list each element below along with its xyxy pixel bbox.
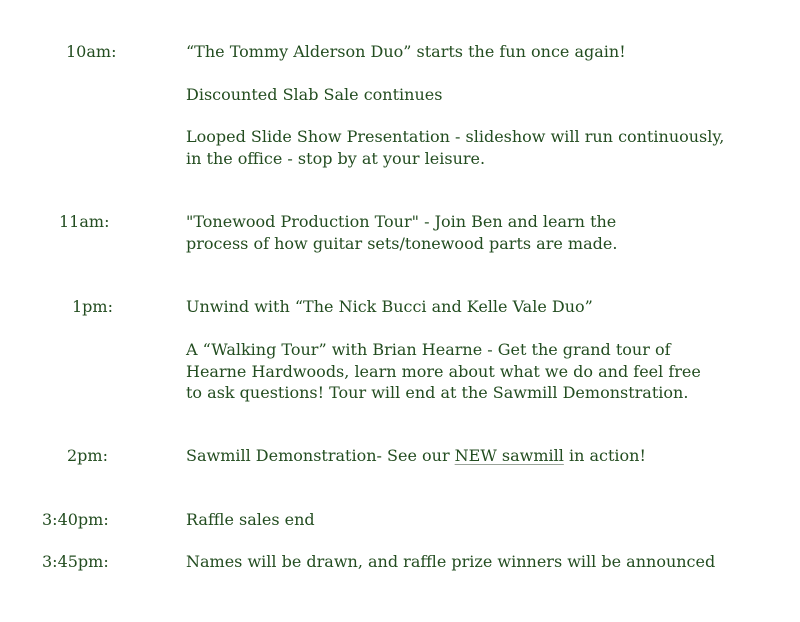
event-tonewood-tour [186, 211, 617, 254]
time-label-1pm: 1pm: [72, 297, 113, 316]
event-line: Hearne Hardwoods, learn more about what we do and feel free [186, 361, 701, 381]
time-label-10am: 10am: [66, 42, 117, 61]
event-nick-bucci-duo [186, 296, 593, 318]
event-walking-tour [186, 339, 701, 404]
event-slide-show [186, 126, 724, 169]
time-label-2pm: 2pm: [67, 446, 108, 465]
time-label-11am: 11am: [59, 212, 110, 231]
event-line: A “Walking Tour” with Brian Hearne - Get the grand tour of [186, 340, 671, 359]
event-line: Unwind with “The Nick Bucci and Kelle Vale Duo” [186, 297, 593, 316]
event-slab-sale [186, 84, 442, 106]
new-sawmill-link[interactable]: NEW sawmill [454, 446, 564, 465]
event-line: Names will be drawn, and raffle prize winners will be announced [186, 552, 716, 571]
event-text-suffix: in action! [563, 446, 646, 465]
event-line: Looped Slide Show Presentation - slideshow will run continuously, [186, 127, 725, 146]
event-line: “The Tommy Alderson Duo” starts the fun once again! [186, 42, 626, 61]
event-sawmill-demo [186, 445, 646, 467]
time-label-345pm: 3:45pm: [42, 552, 109, 571]
event-line: to ask questions! Tour will end at the Sawmill Demonstration. [186, 383, 689, 402]
event-line: Discounted Slab Sale continues [186, 85, 443, 104]
event-raffle-sales-end [186, 509, 315, 531]
event-line: process of how guitar sets/tonewood parts are made. [186, 233, 618, 253]
event-text-prefix: Sawmill Demonstration- See our [186, 446, 455, 465]
event-tommy-alderson-duo [186, 41, 626, 63]
time-label-340pm: 3:40pm: [42, 510, 109, 529]
event-line: Raffle sales end [186, 510, 315, 529]
event-raffle-winners [186, 551, 715, 573]
event-line: "Tonewood Production Tour" - Join Ben and learn the [186, 212, 617, 231]
event-line: in the office - stop by at your leisure. [186, 148, 486, 168]
